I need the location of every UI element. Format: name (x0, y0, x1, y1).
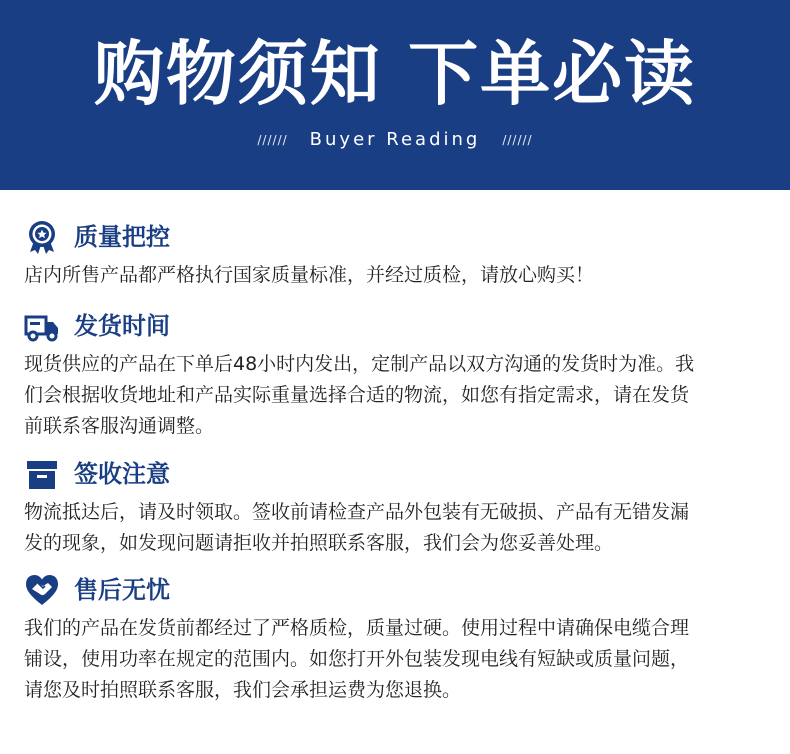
banner-subtitle: Buyer Reading (309, 129, 481, 150)
header-banner (0, 0, 790, 190)
section-text: 物流抵达后，请及时领取。签收前请检查产品外包装有无破损、产品有无错发漏 发的现象，如发现问题请拒收并拍照联系客服，我们会为您妥善处理。 (24, 501, 690, 554)
banner-subtitle-row (0, 128, 790, 152)
section-title: 发货时间 (74, 312, 170, 340)
section-title: 售后无忧 (74, 576, 170, 604)
section-shipping-time (24, 307, 774, 442)
section-quality-control (24, 218, 774, 291)
delivery-truck-icon (24, 308, 60, 344)
heart-handshake-icon (24, 572, 60, 608)
section-text: 现货供应的产品在下单后48小时内发出，定制产品以双方沟通的发货时为准。我 们会根据收货地址和产品实际重量选择合适的物流，如您有指定需求，请在发货 前联系客服沟通调整。 (24, 353, 695, 437)
package-box-icon (24, 456, 60, 492)
section-receipt-notice (24, 455, 774, 559)
section-title: 质量把控 (74, 223, 170, 251)
quality-medal-icon (24, 219, 60, 255)
decorative-slashes-right: ////// (502, 133, 533, 147)
decorative-slashes-left: ////// (257, 133, 288, 147)
section-text: 我们的产品在发货前都经过了严格质检，质量过硬。使用过程中请确保电缆合理 铺设，使用功率在规定的范围内。如您打开外包装发现电线有短缺或质量问题， 请您及时拍照联系客服，我们会承担运费为您退换。 (24, 617, 690, 701)
banner-title: 购物须知 下单必读 (93, 33, 697, 115)
section-title: 签收注意 (74, 460, 170, 488)
section-text: 店内所售产品都严格执行国家质量标准，并经过质检，请放心购买！ (24, 264, 595, 286)
section-after-sales (24, 571, 774, 706)
